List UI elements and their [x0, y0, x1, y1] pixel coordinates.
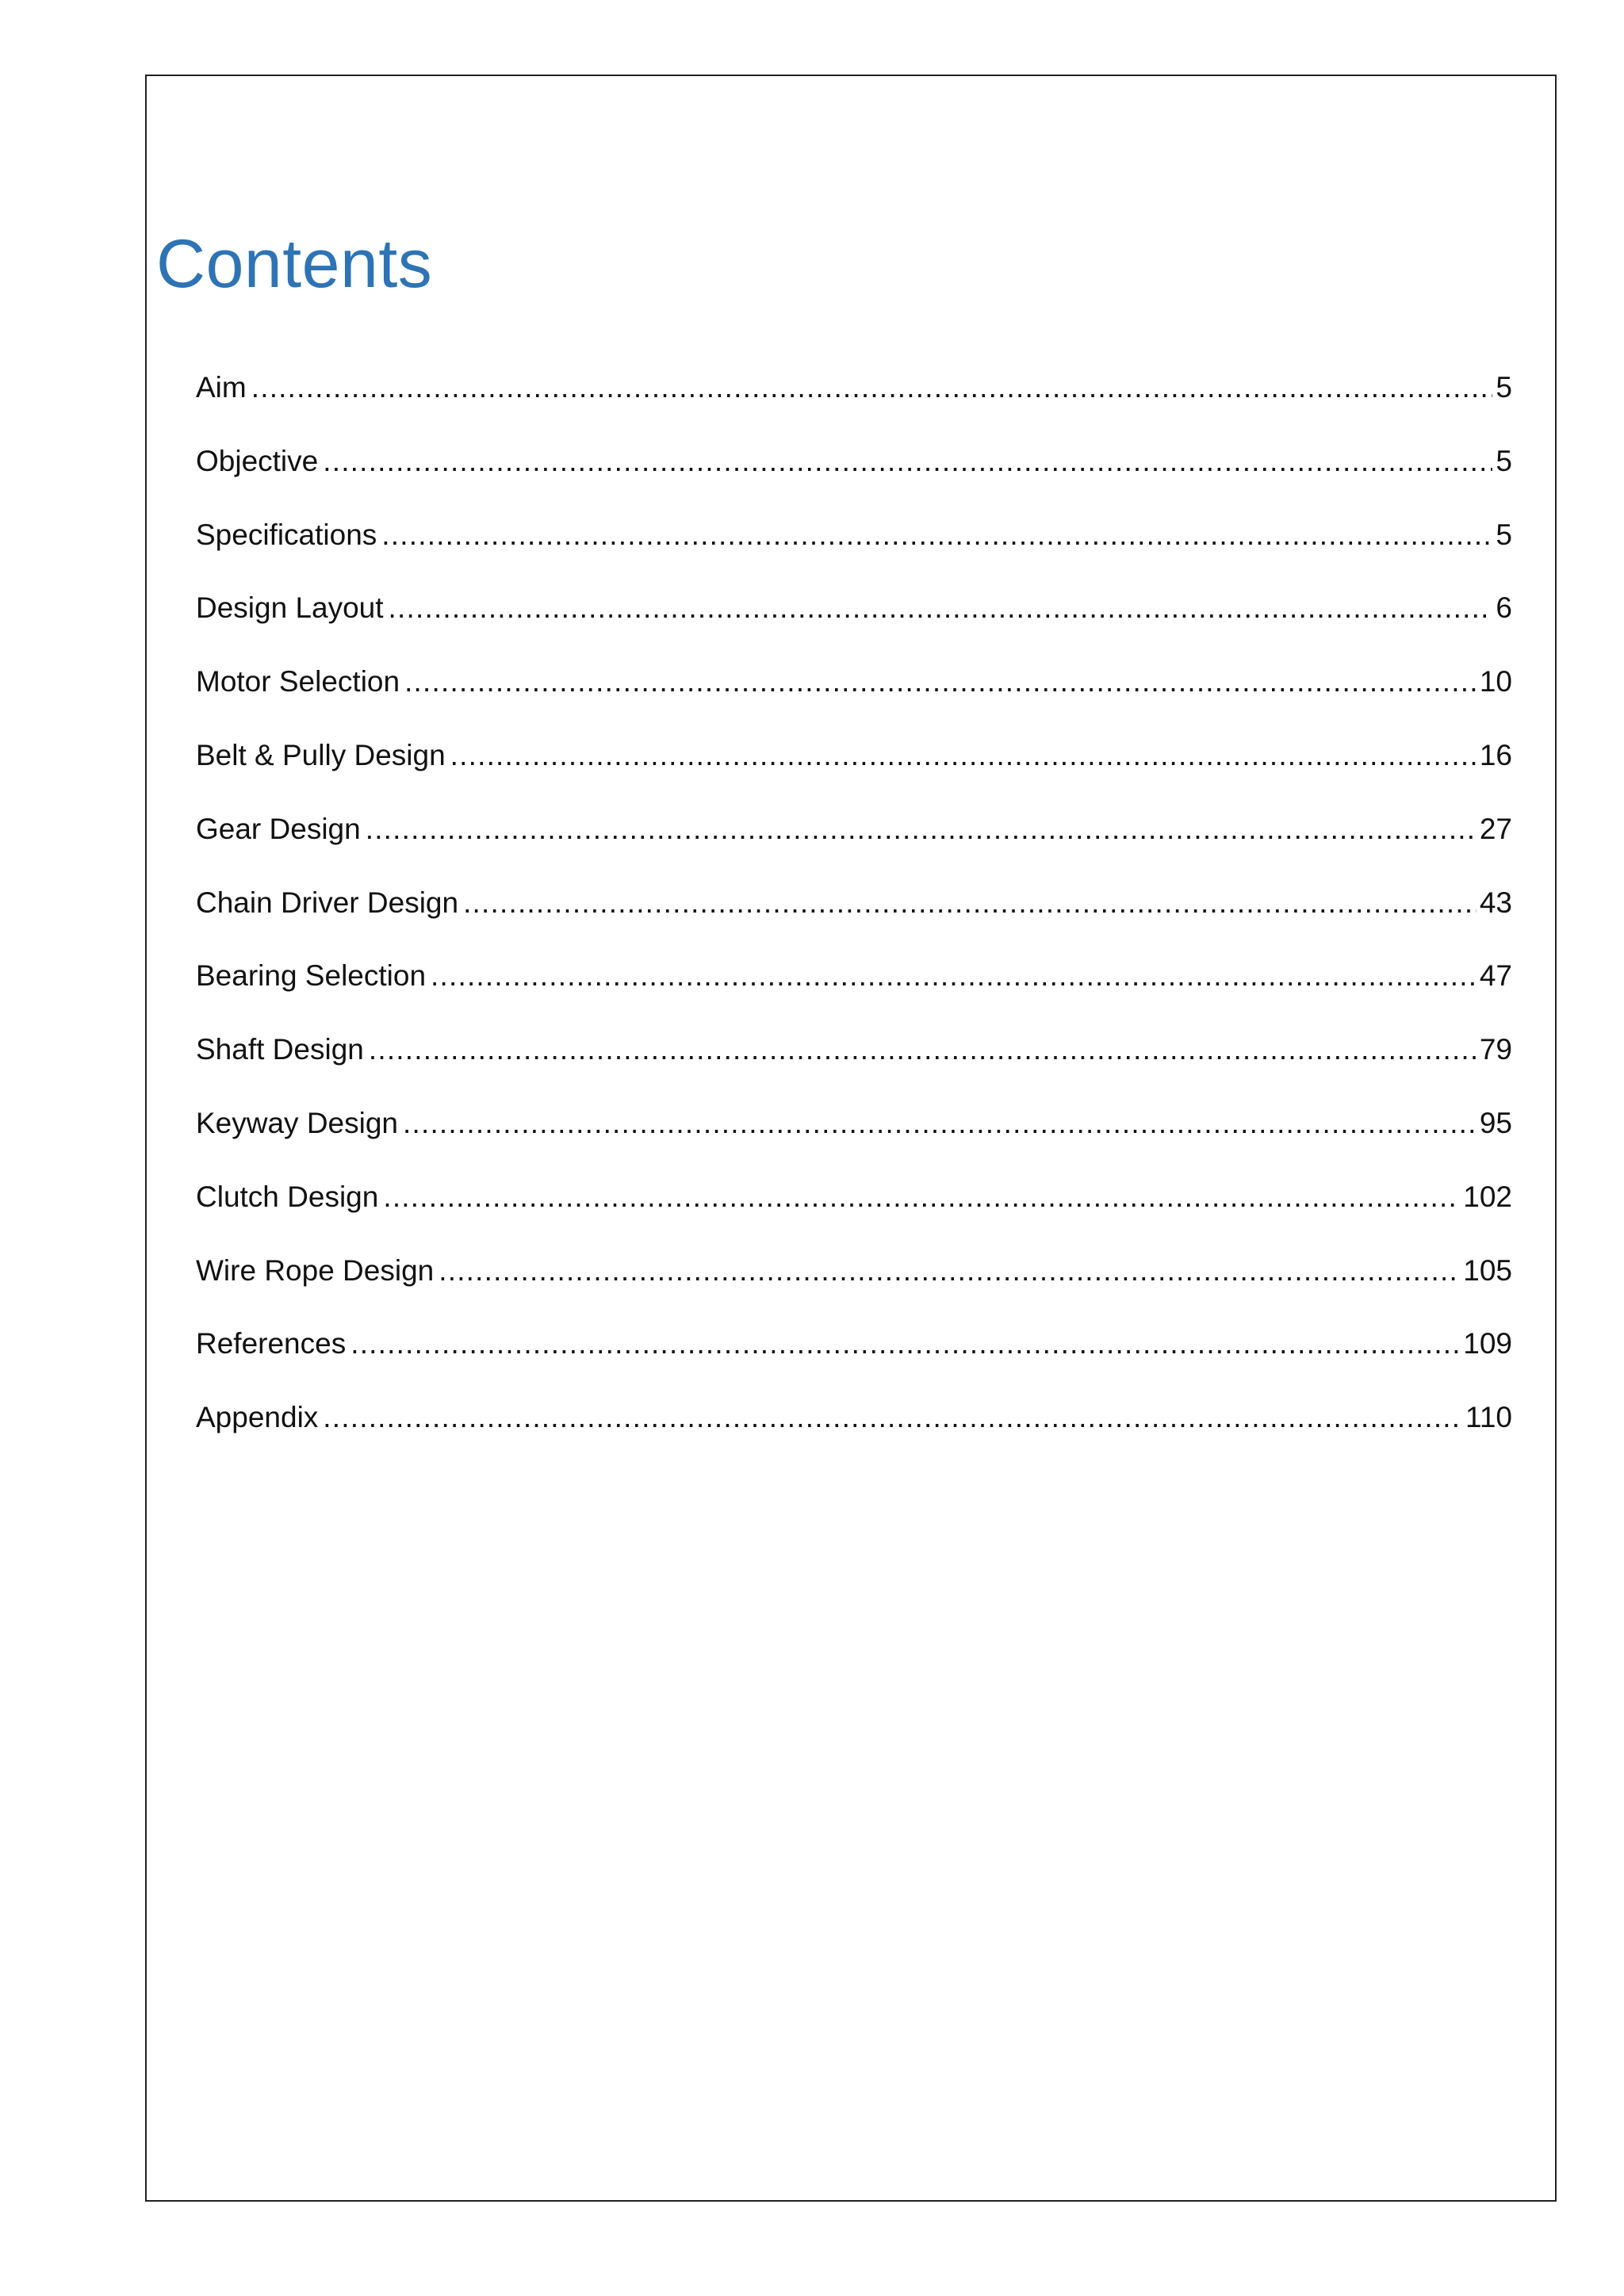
dot-leader — [404, 665, 1477, 698]
toc-entry-objective[interactable] — [196, 445, 1512, 519]
toc-entry-chain-driver-design[interactable] — [196, 886, 1512, 960]
dot-leader — [439, 1254, 1460, 1288]
toc-entry-wire-rope-design[interactable] — [196, 1254, 1512, 1328]
toc-entry-page: 10 — [1479, 665, 1512, 698]
dot-leader — [403, 1107, 1477, 1140]
dot-leader — [323, 445, 1492, 478]
toc-entry-page: 16 — [1479, 738, 1512, 771]
toc-entry-appendix[interactable] — [196, 1401, 1512, 1475]
toc-entry-page: 109 — [1463, 1327, 1512, 1360]
dot-leader — [366, 813, 1477, 846]
toc-entry-label: Keyway Design — [196, 1106, 399, 1139]
toc-entry-page: 95 — [1479, 1106, 1512, 1139]
toc-entry-shaft-design[interactable] — [196, 1033, 1512, 1107]
toc-entry-page: 43 — [1479, 886, 1512, 919]
toc-entry-specifications[interactable] — [196, 519, 1512, 592]
toc-entry-label: Bearing Selection — [196, 959, 427, 993]
dot-leader — [431, 959, 1477, 993]
toc-entry-page: 110 — [1465, 1401, 1512, 1434]
dot-leader — [350, 1327, 1460, 1360]
toc-entry-page: 102 — [1463, 1180, 1512, 1213]
toc-entry-bearing-selection[interactable] — [196, 959, 1512, 1033]
toc-entry-label: Specifications — [196, 518, 377, 551]
toc-entry-references[interactable] — [196, 1327, 1512, 1401]
toc-entry-label: Chain Driver Design — [196, 886, 459, 919]
toc-entry-label: Clutch Design — [196, 1180, 379, 1213]
dot-leader — [383, 1181, 1460, 1214]
dot-leader — [463, 886, 1477, 920]
toc-entry-keyway-design[interactable] — [196, 1107, 1512, 1181]
toc-entry-belt-pully-design[interactable] — [196, 739, 1512, 813]
toc-entry-label: Design Layout — [196, 591, 384, 625]
toc-entry-label: Shaft Design — [196, 1033, 364, 1066]
toc-title: Contents — [156, 226, 433, 302]
toc-entry-label: References — [196, 1327, 347, 1360]
dot-leader — [389, 591, 1493, 625]
toc-entry-page: 5 — [1496, 371, 1512, 404]
toc-entry-clutch-design[interactable] — [196, 1181, 1512, 1254]
toc-entry-page: 79 — [1479, 1033, 1512, 1066]
toc-entry-label: Appendix — [196, 1401, 319, 1434]
toc-entry-page: 105 — [1463, 1253, 1512, 1287]
toc-entry-gear-design[interactable] — [196, 813, 1512, 886]
toc-entry-motor-selection[interactable] — [196, 665, 1512, 739]
toc-entry-label: Belt & Pully Design — [196, 738, 446, 771]
toc-entry-label: Wire Rope Design — [196, 1253, 435, 1287]
toc-entry-label: Gear Design — [196, 812, 361, 845]
dot-leader — [369, 1033, 1477, 1066]
toc-entry-page: 5 — [1496, 444, 1512, 477]
dot-leader — [251, 371, 1493, 404]
toc-list — [196, 371, 1512, 1475]
toc-entry-label: Aim — [196, 371, 247, 404]
toc-entry-page: 6 — [1496, 591, 1512, 625]
dot-leader — [381, 519, 1492, 552]
toc-entry-page: 27 — [1479, 812, 1512, 845]
toc-entry-design-layout[interactable] — [196, 591, 1512, 665]
dot-leader — [450, 739, 1477, 772]
dot-leader — [323, 1401, 1462, 1434]
toc-entry-label: Motor Selection — [196, 665, 400, 698]
toc-entry-page: 47 — [1479, 959, 1512, 993]
toc-entry-label: Objective — [196, 444, 319, 477]
toc-entry-aim[interactable] — [196, 371, 1512, 445]
toc-entry-page: 5 — [1496, 518, 1512, 551]
